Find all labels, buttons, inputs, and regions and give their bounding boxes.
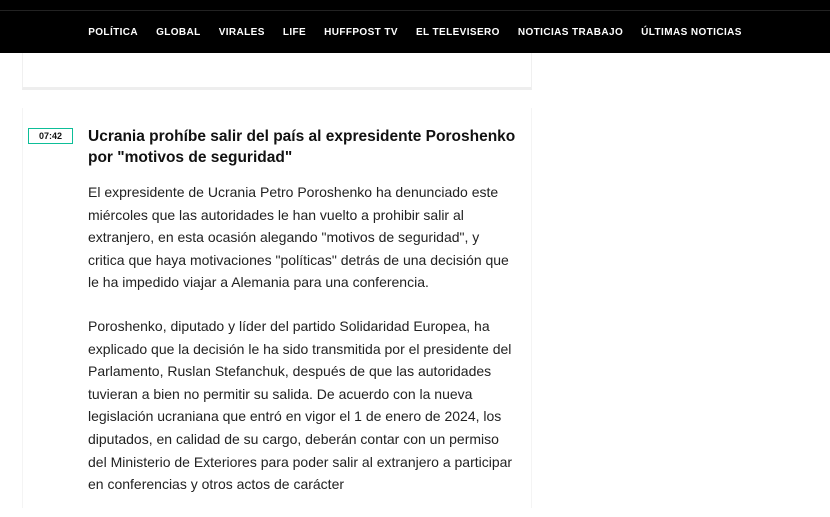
entry-body <box>88 181 518 517</box>
nav-item-el-televisero[interactable]: EL TELEVISERO <box>415 26 500 38</box>
nav-item-global[interactable]: GLOBAL <box>156 26 201 38</box>
top-navigation-bar <box>0 0 830 53</box>
previous-entry-card-end <box>22 53 532 90</box>
entry-paragraph: Poroshenko, diputado y líder del partido Solidaridad Europea, ha explicado que la decisión le ha sido transmitida por el presidente del Parlamento, Ruslan Stefanchuk, después de que las autoridades tuvieran a bien no permitir su salida. De acuerdo con la nueva legislación ucraniana que entró en vigor el 1 de enero de 2024, los diputados, en calidad de su cargo, deberán contar con un permiso del Ministerio de Exteriores para poder salir al extranjero a participar en conferencias y otros actos de carácter <box>88 317 513 493</box>
nav-item-life[interactable]: LIFE <box>282 26 307 38</box>
nav-item-ultimas-noticias[interactable]: ÚLTIMAS NOTICIAS <box>641 26 742 38</box>
entry-paragraph: El expresidente de Ucrania Petro Poroshenko ha denunciado este miércoles que las autoridades le han vuelto a prohibir salir al extranjero, en esta ocasión alegando "motivos de seguridad", y critica que haya motivaciones "políticas" detrás de una decisión que le ha impedido viajar a Alemania para una conferencia. <box>88 184 509 291</box>
nav-item-huffpost-tv[interactable]: HUFFPOST TV <box>324 26 398 38</box>
nav-item-noticias-trabajo[interactable]: NOTICIAS TRABAJO <box>517 26 624 38</box>
section-nav <box>0 11 830 53</box>
live-blog-entry <box>22 108 532 508</box>
nav-item-politica[interactable]: POLÍTICA <box>88 26 139 38</box>
entry-time-badge: 07:42 <box>28 128 73 144</box>
nav-item-virales[interactable]: VIRALES <box>218 26 265 38</box>
entry-title: Ucrania prohíbe salir del país al expresidente Poroshenko por "motivos de seguridad" <box>88 128 516 166</box>
